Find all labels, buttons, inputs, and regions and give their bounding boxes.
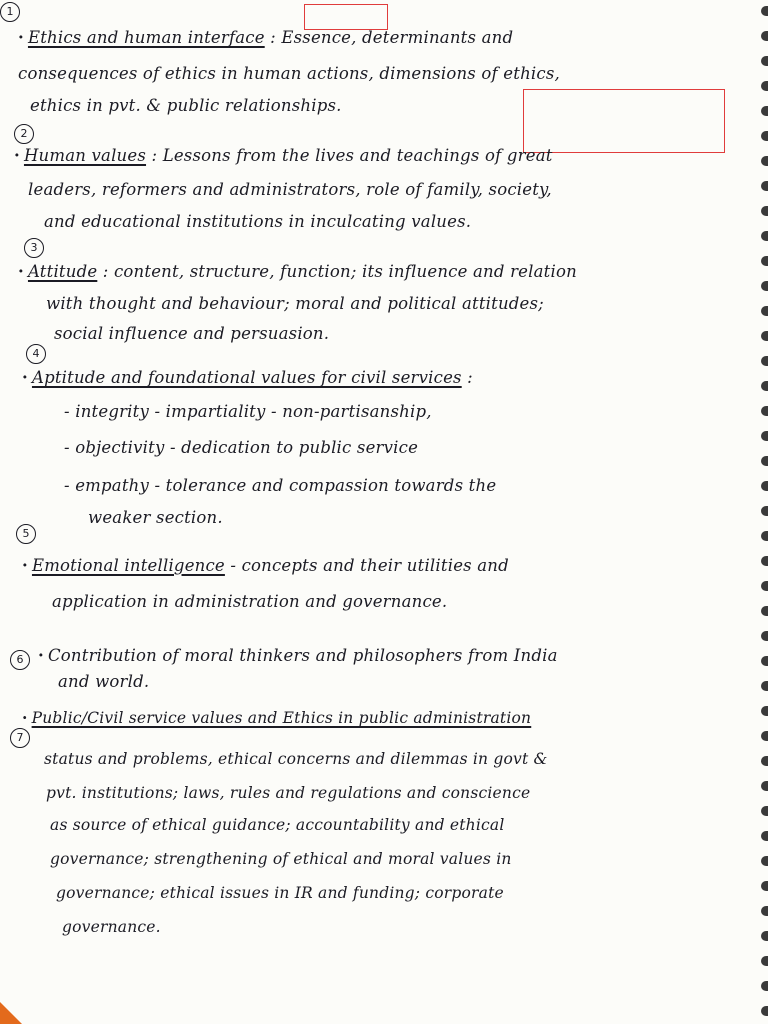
spiral-hole bbox=[761, 56, 768, 66]
spiral-hole bbox=[761, 781, 768, 791]
spiral-hole bbox=[761, 256, 768, 266]
section-heading: Public/Civil service values and Ethics in public administration bbox=[31, 709, 532, 727]
spiral-hole bbox=[761, 1006, 768, 1016]
spiral-hole bbox=[761, 906, 768, 916]
spiral-hole bbox=[761, 806, 768, 816]
section-heading: Attitude bbox=[27, 262, 98, 281]
spiral-hole bbox=[761, 406, 768, 416]
section-text: : Essence, determinants and bbox=[270, 28, 514, 47]
section-number: 6 bbox=[10, 650, 30, 670]
spiral-hole bbox=[761, 581, 768, 591]
spiral-hole bbox=[761, 31, 768, 41]
annotation-box-top bbox=[304, 4, 388, 30]
section-line: · Contribution of moral thinkers and philosophers from India bbox=[38, 646, 558, 665]
page-corner-mark bbox=[0, 1002, 22, 1024]
section-heading: Human values bbox=[23, 146, 147, 165]
spiral-hole bbox=[761, 356, 768, 366]
section-text: ethics in pvt. & public relationships. bbox=[30, 96, 342, 115]
section-number: 4 bbox=[26, 344, 46, 364]
section-text: and world. bbox=[58, 672, 150, 691]
section-number: 7 bbox=[10, 728, 30, 748]
section-text: application in administration and governance. bbox=[52, 592, 448, 611]
section-heading: Emotional intelligence bbox=[31, 556, 225, 575]
section-number: 1 bbox=[0, 2, 20, 22]
list-item: - empathy - tolerance and compassion towards the bbox=[64, 476, 497, 495]
spiral-hole bbox=[761, 881, 768, 891]
section-text: and educational institutions in inculcating values. bbox=[44, 212, 472, 231]
spiral-hole bbox=[761, 656, 768, 666]
annotation-box-right bbox=[523, 89, 725, 153]
section-text: social influence and persuasion. bbox=[54, 324, 330, 343]
section-text: - concepts and their utilities and bbox=[230, 556, 509, 575]
spiral-hole bbox=[761, 606, 768, 616]
section-text: with thought and behaviour; moral and political attitudes; bbox=[46, 294, 544, 313]
spiral-hole bbox=[761, 831, 768, 841]
spiral-hole bbox=[761, 231, 768, 241]
spiral-hole bbox=[761, 681, 768, 691]
section-text: status and problems, ethical concerns and dilemmas in govt & bbox=[44, 750, 548, 768]
spiral-hole bbox=[761, 81, 768, 91]
section-text: weaker section. bbox=[88, 508, 223, 527]
section-text: as source of ethical guidance; accountability and ethical bbox=[50, 816, 505, 834]
spiral-hole bbox=[761, 981, 768, 991]
section-line: · Public/Civil service values and Ethics in public administration bbox=[22, 708, 532, 727]
spiral-hole bbox=[761, 706, 768, 716]
section-line: · Attitude : content, structure, function; its influence and relation bbox=[18, 262, 577, 281]
section-text: : bbox=[467, 368, 473, 387]
spiral-hole bbox=[761, 456, 768, 466]
spiral-hole bbox=[761, 156, 768, 166]
spiral-hole bbox=[761, 431, 768, 441]
spiral-hole bbox=[761, 756, 768, 766]
section-text: leaders, reformers and administrators, role of family, society, bbox=[28, 180, 552, 199]
section-text: : Lessons from the lives and teachings of great bbox=[151, 146, 553, 165]
spiral-hole bbox=[761, 856, 768, 866]
list-item: - integrity - impartiality - non-partisanship, bbox=[64, 402, 432, 421]
section-text: Contribution of moral thinkers and philosophers from India bbox=[47, 646, 558, 665]
spiral-hole bbox=[761, 331, 768, 341]
spiral-hole bbox=[761, 206, 768, 216]
spiral-hole bbox=[761, 531, 768, 541]
section-line: · Emotional intelligence - concepts and their utilities and bbox=[22, 556, 509, 575]
spiral-hole bbox=[761, 731, 768, 741]
list-item: - objectivity - dedication to public service bbox=[64, 438, 419, 457]
spiral-hole bbox=[761, 281, 768, 291]
spiral-hole bbox=[761, 956, 768, 966]
spiral-binding bbox=[760, 0, 768, 1024]
section-text: pvt. institutions; laws, rules and regulations and conscience bbox=[46, 784, 531, 802]
spiral-hole bbox=[761, 381, 768, 391]
spiral-hole bbox=[761, 106, 768, 116]
section-line: · Aptitude and foundational values for civil services : bbox=[22, 368, 473, 387]
section-heading: Aptitude and foundational values for civil services bbox=[31, 368, 462, 387]
section-line: · Ethics and human interface : Essence, determinants and bbox=[18, 28, 514, 47]
spiral-hole bbox=[761, 506, 768, 516]
section-heading: Ethics and human interface bbox=[27, 28, 265, 47]
spiral-hole bbox=[761, 631, 768, 641]
spiral-hole bbox=[761, 556, 768, 566]
section-text: governance. bbox=[62, 918, 161, 936]
section-line: · Human values : Lessons from the lives and teachings of great bbox=[14, 146, 553, 165]
spiral-hole bbox=[761, 306, 768, 316]
spiral-hole bbox=[761, 131, 768, 141]
spiral-hole bbox=[761, 481, 768, 491]
section-text: : content, structure, function; its influence and relation bbox=[102, 262, 577, 281]
section-text: governance; strengthening of ethical and moral values in bbox=[50, 850, 512, 868]
section-text: governance; ethical issues in IR and funding; corporate bbox=[56, 884, 504, 902]
spiral-hole bbox=[761, 181, 768, 191]
spiral-hole bbox=[761, 6, 768, 16]
spiral-hole bbox=[761, 931, 768, 941]
section-number: 2 bbox=[14, 124, 34, 144]
section-number: 3 bbox=[24, 238, 44, 258]
section-text: consequences of ethics in human actions, dimensions of ethics, bbox=[18, 64, 560, 83]
section-number: 5 bbox=[16, 524, 36, 544]
